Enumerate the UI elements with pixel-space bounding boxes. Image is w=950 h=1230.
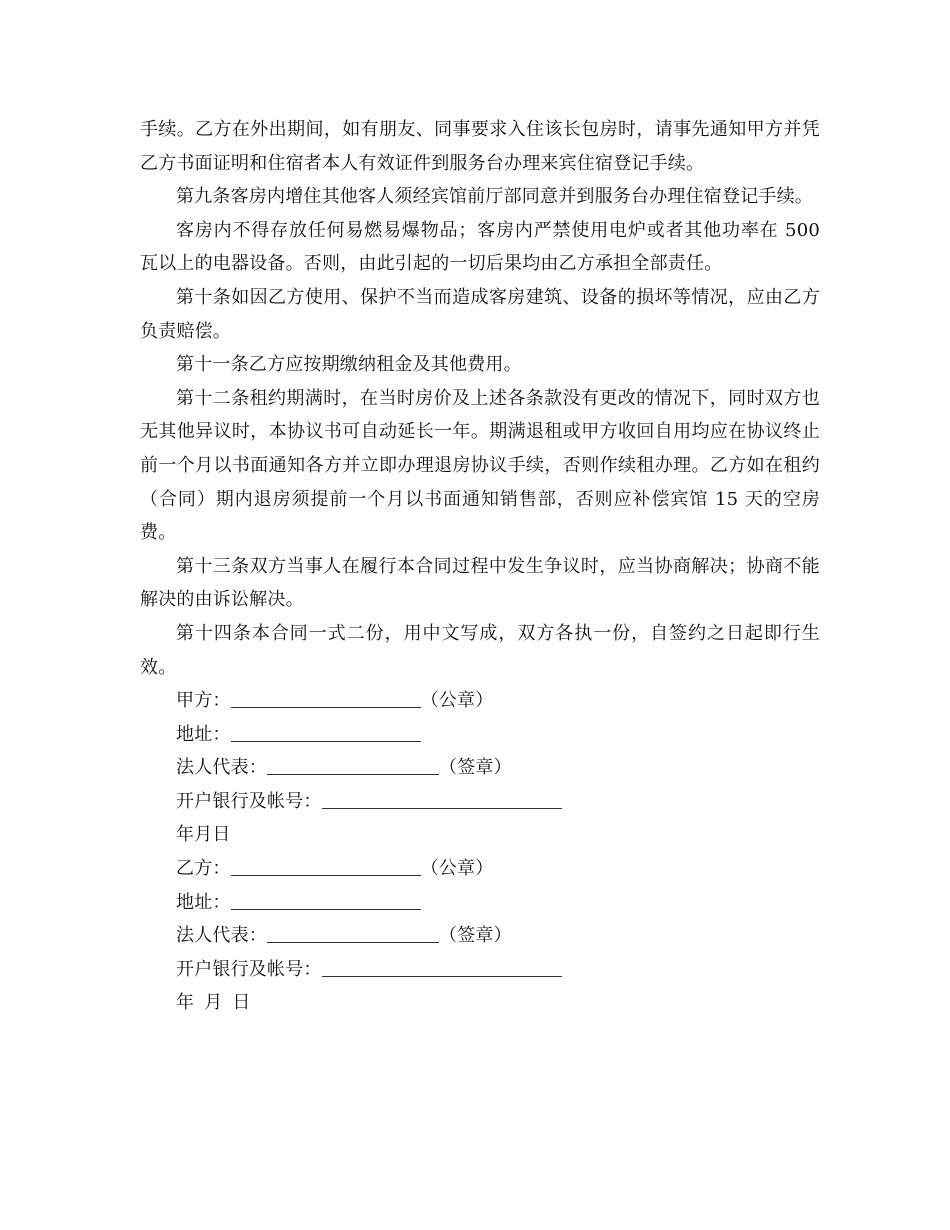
- clause-10: 第十条如因乙方使用、保护不当而造成客房建筑、设备的损坏等情况，应由乙方负责赔偿。: [140, 286, 820, 342]
- party-b-bank-line: [140, 953, 820, 987]
- party-a-rep-seal: （签章）: [439, 757, 512, 779]
- party-b-date-year: 年: [176, 992, 195, 1014]
- clause-14: 第十四条本合同一式二份，用中文写成，双方各执一份，自签约之日起即行生效。: [140, 622, 820, 678]
- contract-page: [140, 113, 820, 1020]
- party-b-rep-seal: （签章）: [439, 925, 512, 947]
- party-a-rep-label: 法人代表：: [176, 757, 267, 779]
- party-b-date-day: 日: [232, 992, 251, 1014]
- party-a-label: 甲方：: [176, 690, 231, 712]
- party-a-date: 年月日: [176, 824, 231, 846]
- party-b-date-month: 月: [204, 992, 223, 1014]
- party-a-rep-line: [140, 751, 820, 785]
- party-b-date: [140, 986, 820, 1020]
- party-b-rep-blank[interactable]: [267, 920, 439, 943]
- party-b-seal: （公章）: [420, 858, 494, 880]
- party-a-address-label: 地址：: [176, 723, 231, 745]
- party-b-bank-blank[interactable]: [322, 954, 562, 977]
- party-b-address-label: 地址：: [176, 891, 231, 913]
- clause-12: 第十二条租约期满时，在当时房价及上述各条款没有更改的情况下，同时双方也无其他异议时，本协议书可自动延长一年。期满退租或甲方收回自用均应在协议终止前一个月以书面通知各方并立即办理退房协议手续，否则作续租办理。乙方如在租约（合同）期内退房须提前一个月以书面通知销售部，否则应补偿宾馆 15 天的空房费。: [140, 387, 820, 544]
- party-b-address-blank[interactable]: [231, 887, 421, 910]
- clause-9: 第九条客房内增住其他客人须经宾馆前厅部同意并到服务台办理住宿登记手续。: [176, 186, 813, 208]
- clause-13: 第十三条双方当事人在履行本合同过程中发生争议时，应当协商解决；协商不能解决的由诉讼解决。: [140, 555, 820, 611]
- clause-9-detail: 客房内不得存放任何易燃易爆物品；客房内严禁使用电炉或者其他功率在 500 瓦以上的电器设备。否则，由此引起的一切后果均由乙方承担全部责任。: [140, 219, 820, 275]
- party-a-signature-block: [140, 684, 820, 852]
- party-a-bank-line: [140, 785, 820, 819]
- party-b-rep-line: [140, 919, 820, 953]
- party-b-label: 乙方：: [176, 858, 231, 880]
- party-b-blank[interactable]: [231, 853, 421, 876]
- party-a-address-blank[interactable]: [231, 719, 421, 742]
- party-b-signature-block: [140, 852, 820, 1020]
- party-a-line: [140, 684, 820, 718]
- party-a-rep-blank[interactable]: [267, 752, 439, 775]
- party-a-blank[interactable]: [231, 685, 421, 708]
- party-b-line: [140, 852, 820, 886]
- party-a-address-line: [140, 718, 820, 752]
- party-b-rep-label: 法人代表：: [176, 925, 267, 947]
- party-b-address-line: [140, 886, 820, 920]
- paragraph-continuation: 手续。乙方在外出期间，如有朋友、同事要求入住该长包房时，请事先通知甲方并凭乙方书面证明和住宿者本人有效证件到服务台办理来宾住宿登记手续。: [140, 119, 820, 174]
- clause-11: 第十一条乙方应按期缴纳租金及其他费用。: [176, 354, 522, 376]
- party-a-bank-blank[interactable]: [322, 786, 562, 809]
- party-a-seal: （公章）: [420, 690, 494, 712]
- party-b-bank-label: 开户银行及帐号：: [176, 958, 322, 980]
- party-a-bank-label: 开户银行及帐号：: [176, 790, 322, 812]
